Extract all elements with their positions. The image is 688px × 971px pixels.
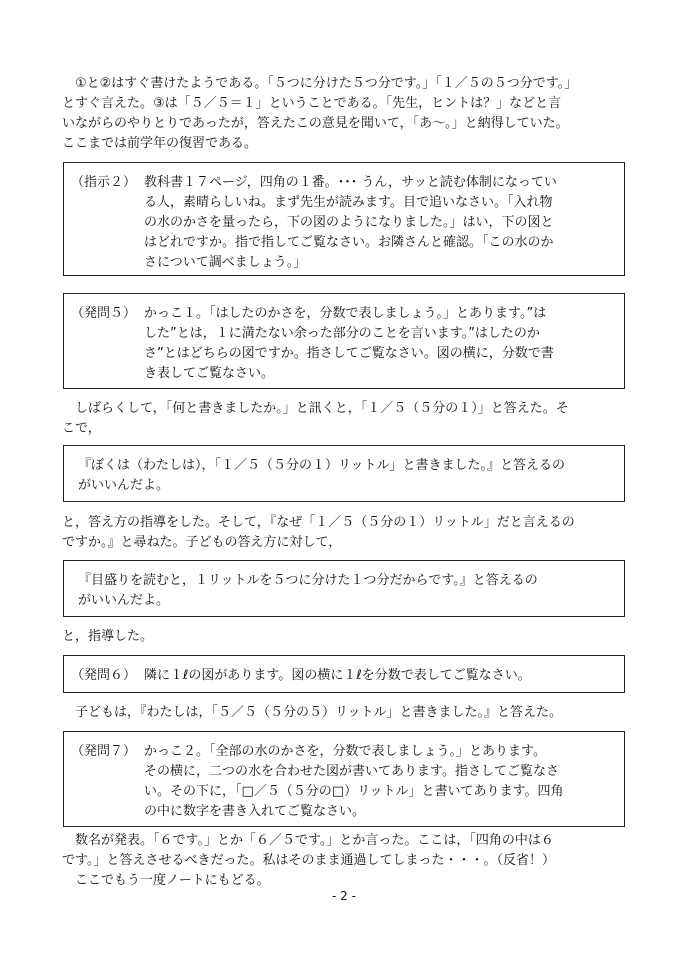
box-text: かっこ２。「全部の水のかさを，分数で表しましょう。」とあります。 その横に，二つの水を合わせた図が書いてあります。指さしてご覧なさ い。その下に，「□／５（５分の□）リットル」と書いてあります。四角 の中に数字を書き入れてご覧なさい。 (144, 744, 564, 819)
quote-box-answer-form (63, 445, 625, 502)
instruction-box-shiji2 (63, 162, 625, 276)
box-text: かっこ１。「はしたのかさを，分数で表しましょう。」とあります。”は した”とは，１に満たない余った部分のことを言います。”はしたのか さ”とはどちらの図ですか。指さしてご覧なさい。図の横に，分数で書 き表してご覧なさい。 (144, 306, 554, 381)
question-box-hatsumon5 (63, 293, 625, 389)
paragraph-reflection: 数名が発表。「６です。」とか「６／５です。」とか言った。ここは，「四角の中は６ です。」と答えさせるべきだった。私はそのまま通過してしまった・・・。（反省！） ここでもう一度ノートにもどる。 (62, 833, 555, 888)
box-text: 『ぼくは（わたしは），「１／５（５分の１）リットル」と書きました。』と答えるの がいいんだよ。 (78, 458, 565, 493)
box-text: 隣に１ℓの図があります。図の横に１ℓを分数で表してご覧なさい。 (144, 668, 531, 683)
quote-box-reason-form (63, 560, 625, 617)
box-tag: （発問７） (71, 744, 137, 759)
question-box-hatsumon6 (63, 655, 625, 693)
question-box-hatsumon7 (63, 731, 625, 827)
paragraph-guided: と，指導した。 (62, 629, 154, 644)
box-tag: （発問６） (71, 668, 137, 683)
box-tag: （発問５） (71, 306, 137, 321)
box-text: 『目盛りを読むと，１リットルを５つに分けた１つ分だからです。』と答えるの がいいんだよ。 (78, 573, 538, 608)
page-number: - 2 - (332, 889, 356, 903)
paragraph-guidance: と，答え方の指導をした。そして，『なぜ「１／５（５分の１）リットル」だと言えるの ですか。』と尋ねた。子どもの答え方に対して， (62, 515, 575, 550)
paragraph-review: ①と②はすぐ書けたようである。「５つに分けた５つ分です。」「１／５の５つ分です。」 とすぐ言えた。③は「５／５＝１」ということである。「先生，ヒントは？」などと言 いながらのやりとりであったが，答えたこの意見を聞いて，「あ～。」と納得していた。 ここまでは前学年の復習である。 (62, 76, 578, 151)
paragraph-ask: しばらくして，「何と書きましたか。」と訊くと，「１／５（５分の１）」と答えた。そ こで， (62, 401, 569, 436)
box-tag: （指示２） (71, 175, 137, 190)
box-text: 教科書１７ページ，四角の１番。･･･ うん，サッと読む体制になってい る人，素晴らしいね。まず先生が読みます。目で追いなさい。「入れ物 の水のかさを量ったら，下の図のようになりました。」はい，下の図と はどれですか。指で指してご覧なさい。お隣さんと確認。「この水のか さについて調べましょう。」 (144, 175, 557, 270)
paragraph-child-answer: 子どもは，『わたしは，「５／５（５分の５）リットル」と書きました。』と答えた。 (62, 705, 562, 720)
